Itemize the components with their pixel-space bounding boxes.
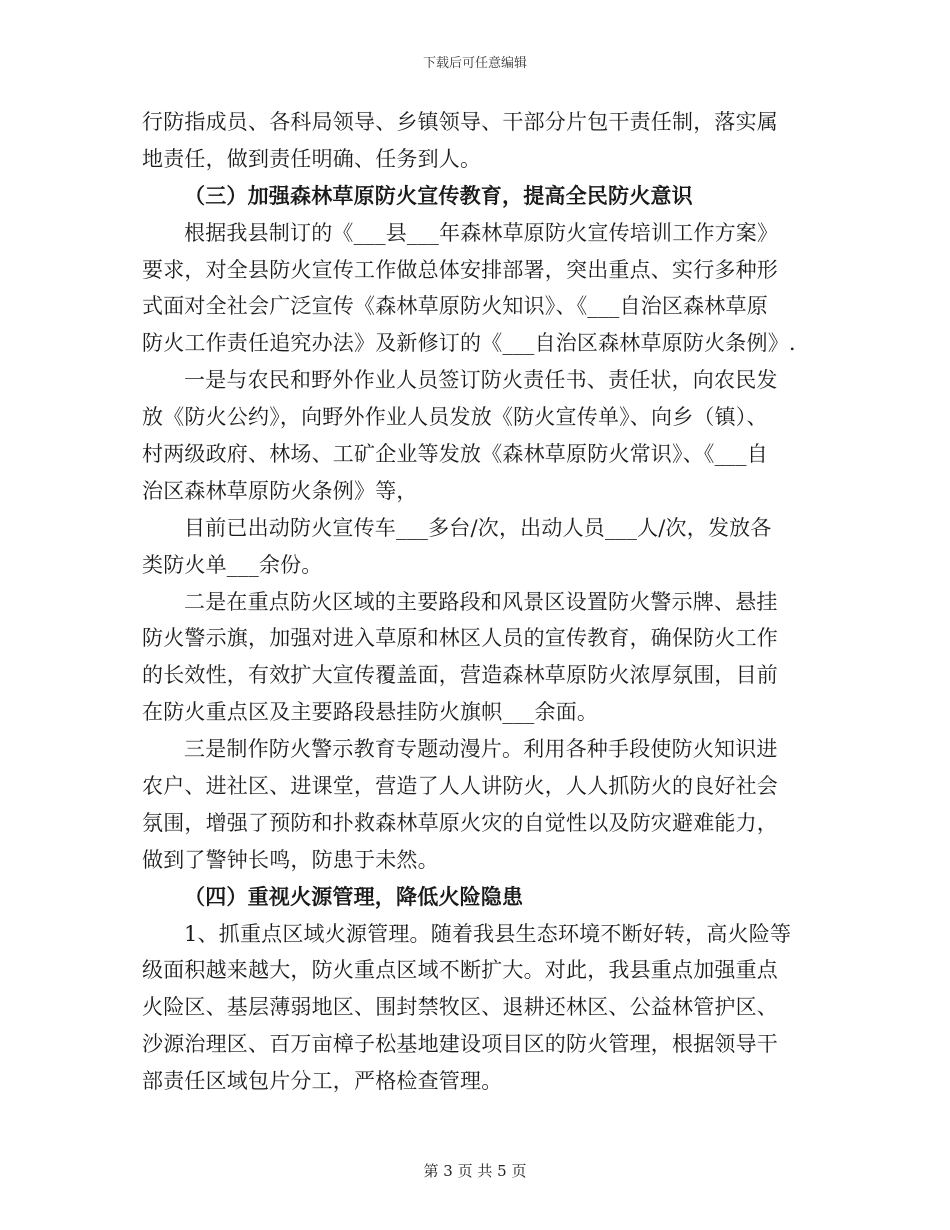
body-line: 治区森林草原防火条例》等， <box>142 478 418 503</box>
body-line: 村两级政府、林场、工矿企业等发放《森林草原防火常识》、《___自 <box>142 442 768 467</box>
body-line: 要求，对全县防火宣传工作做总体安排部署，突出重点、实行多种形 <box>142 257 778 282</box>
section-heading-4: （四）重视火源管理，降低火险隐患 <box>184 883 524 909</box>
body-line: 类防火单___余份。 <box>142 552 323 577</box>
body-line: 在防火重点区及主要路段悬挂防火旗帜___余面。 <box>142 700 599 725</box>
body-line: 的长效性，有效扩大宣传覆盖面，营造森林草原防火浓厚氛围，目前 <box>142 663 778 688</box>
body-line: 部责任区域包片分工，严格检查管理。 <box>142 1069 503 1094</box>
body-line: 防火工作责任追究办法》及新修订的《___自治区森林草原防火条例》. <box>142 331 796 356</box>
body-line: 农户、进社区、进课堂，营造了人人讲防火，人人抓防火的良好社会 <box>142 774 778 799</box>
body-line: 行防指成员、各科局领导、乡镇领导、干部分片包干责任制，落实属 <box>142 110 778 134</box>
section-heading-3: （三）加强森林草原防火宣传教育，提高全民防火意识 <box>184 182 693 208</box>
body-line: 放《防火公约》，向野外作业人员发放《防火宣传单》、向乡（镇）、 <box>142 405 768 430</box>
body-line: 氛围，增强了预防和扑救森林草原火灾的自觉性以及防灾避难能力， <box>142 810 778 835</box>
body-line: 做到了警钟长鸣，防患于未然。 <box>142 847 439 872</box>
body-line: 沙源治理区、百万亩樟子松基地建设项目区的防火管理，根据领导干 <box>142 1032 778 1057</box>
body-line: 式面对全社会广泛宣传《森林草原防火知识》、《___自治区森林草原 <box>142 294 768 319</box>
body-line: 根据我县制订的《___县___年森林草原防火宣传培训工作方案》 <box>184 220 779 245</box>
body-line: 地责任，做到责任明确、任务到人。 <box>142 146 482 171</box>
page-number-footer: 第 3 页 共 5 页 <box>423 1162 527 1180</box>
body-line: 二是在重点防火区域的主要路段和风景区设置防火警示牌、悬挂 <box>184 589 778 614</box>
body-line: 目前已出动防火宣传车___多台/次，出动人员___人/次，发放各 <box>184 515 772 540</box>
body-line: 火险区、基层薄弱地区、围封禁牧区、退耕还林区、公益林管护区、 <box>142 995 778 1020</box>
body-line: 一是与农民和野外作业人员签订防火责任书、责任状，向农民发 <box>184 368 778 393</box>
document-body <box>142 104 808 1100</box>
body-line: 级面积越来越大，防火重点区域不断扩大。对此，我县重点加强重点 <box>142 958 778 983</box>
body-line: 防火警示旗，加强对进入草原和林区人员的宣传教育，确保防火工作 <box>142 626 778 651</box>
body-line: 三是制作防火警示教育专题动漫片。利用各种手段使防火知识进 <box>184 737 778 762</box>
page-header-note: 下载后可任意编辑 <box>422 56 527 71</box>
body-line: 1、抓重点区域火源管理。随着我县生态环境不断好转，高火险等 <box>184 921 792 946</box>
